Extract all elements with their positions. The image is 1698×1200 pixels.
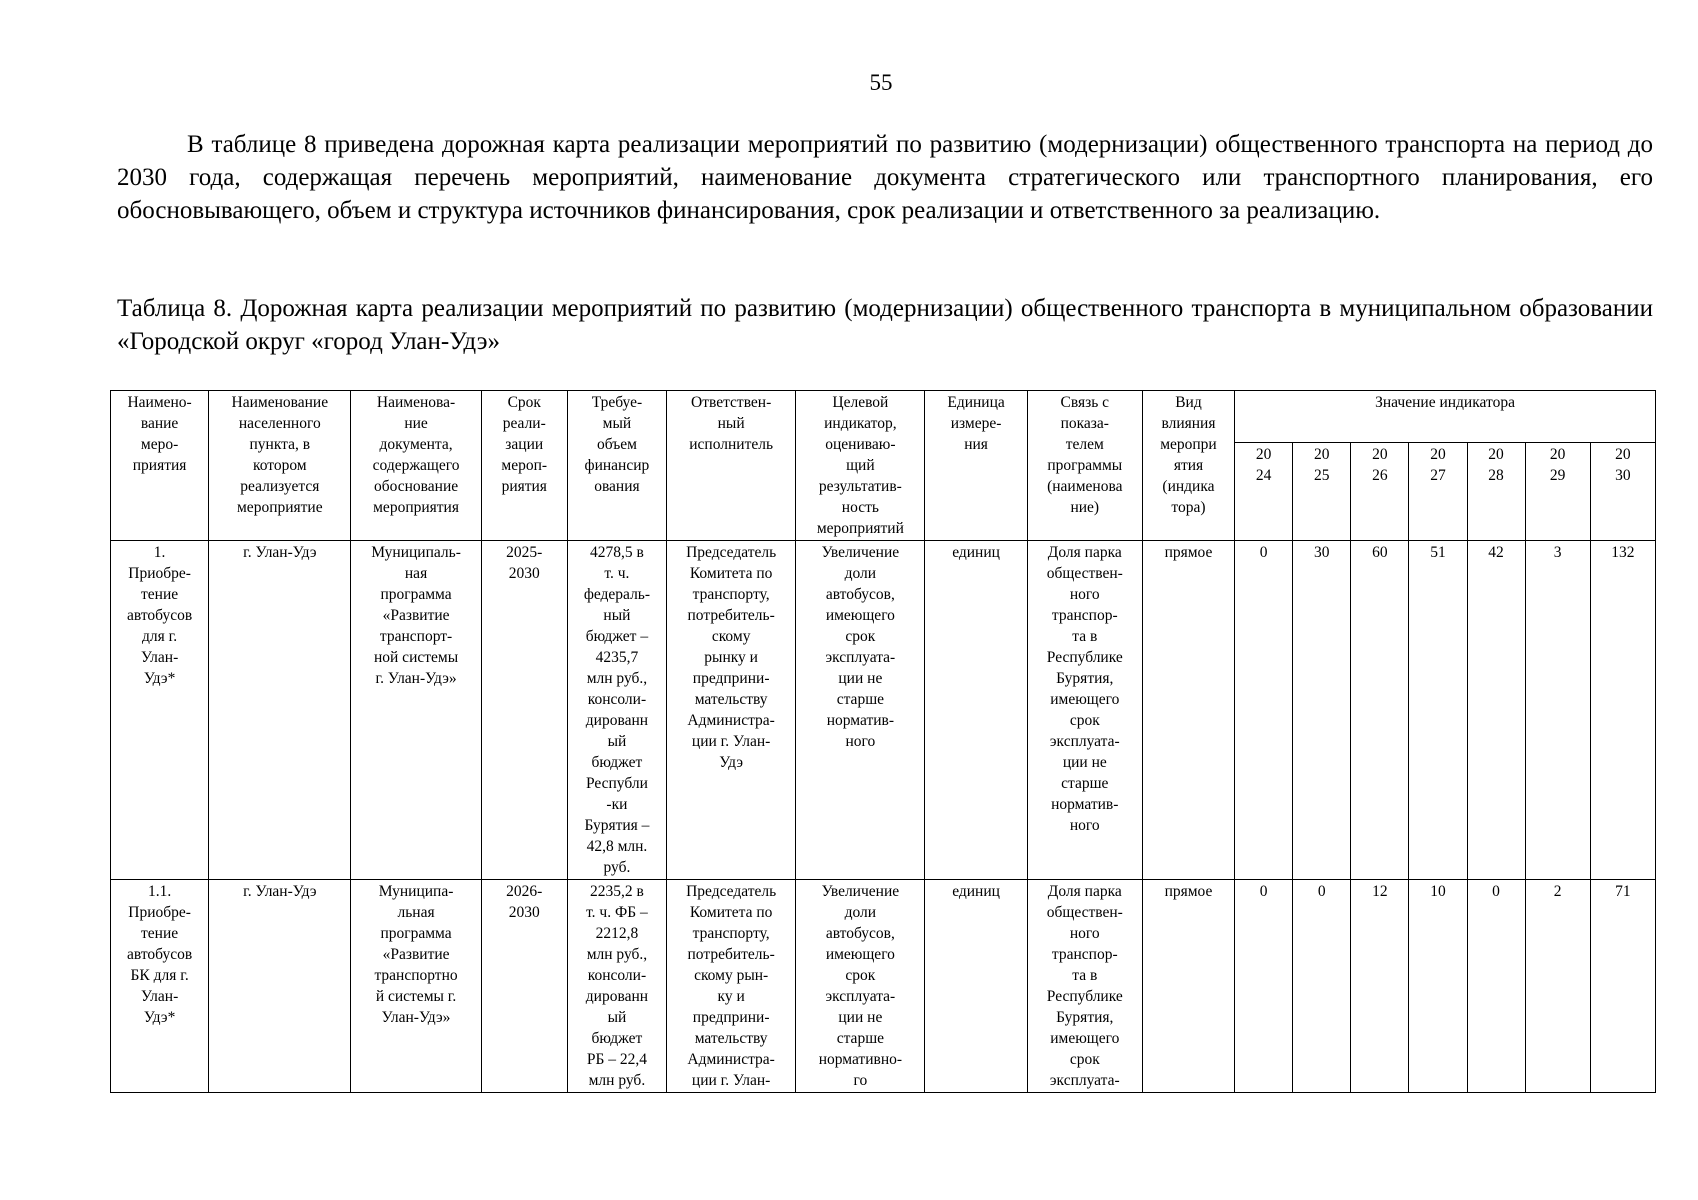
cell-responsible: Председатель Комитета по транспорту, потребитель- скому рын- ку и предприни- мательству Администра- ции г. Улан-: [667, 880, 796, 1093]
table-row: [111, 541, 1656, 880]
cell-value: 10: [1409, 880, 1467, 1093]
header-name: Наимено- вание меро- приятия: [111, 391, 209, 541]
cell-link: Доля парка обществен- ного транспор- та в Республике Бурятия, имеющего срок эксплуата-: [1027, 880, 1142, 1093]
cell-unit: единиц: [925, 541, 1027, 880]
cell-document: Муниципа- льная программа «Развитие транспортно й системы г. Улан-Удэ»: [351, 880, 481, 1093]
cell-term: 2025- 2030: [481, 541, 567, 880]
cell-funding: 4278,5 в т. ч. федераль- ный бюджет – 4235,7 млн руб., консоли- дированн ый бюджет Республи -ки Бурятия – 42,8 млн. руб.: [567, 541, 666, 880]
header-influence: Вид влияния меропри ятия (индика тора): [1142, 391, 1234, 541]
cell-value: 3: [1525, 541, 1590, 880]
header-indicator-value: Значение индикатора: [1235, 391, 1656, 443]
header-document: Наименова- ние документа, содержащего обоснование мероприятия: [351, 391, 481, 541]
cell-settlement: г. Улан-Удэ: [209, 880, 351, 1093]
cell-value: 60: [1351, 541, 1409, 880]
cell-name: 1. Приобре- тение автобусов для г. Улан- Удэ*: [111, 541, 209, 880]
roadmap-table: [110, 390, 1656, 1093]
cell-target-indicator: Увеличение доли автобусов, имеющего срок эксплуата- ции не старше нормативно- го: [796, 880, 925, 1093]
header-year: 20 30: [1590, 443, 1655, 541]
cell-value: 12: [1351, 880, 1409, 1093]
cell-unit: единиц: [925, 880, 1027, 1093]
cell-name: 1.1. Приобре- тение автобусов БК для г. Улан- Удэ*: [111, 880, 209, 1093]
cell-value: 0: [1293, 880, 1351, 1093]
intro-paragraph: В таблице 8 приведена дорожная карта реализации мероприятий по развитию (модернизации) общественного транспорта на период до 2030 года, содержащая перечень мероприятий, наименование документа стратегического или транспортного планирования, его обосновывающего, объем и структура источников финансирования, срок реализации и ответственного за реализацию.: [117, 131, 1653, 224]
cell-value: 132: [1590, 541, 1655, 880]
cell-responsible: Председатель Комитета по транспорту, потребитель- скому рынку и предприни- мательству Администра- ции г. Улан- Удэ: [667, 541, 796, 880]
header-year: 20 24: [1235, 443, 1293, 541]
cell-funding: 2235,2 в т. ч. ФБ – 2212,8 млн руб., консоли- дированн ый бюджет РБ – 22,4 млн руб.: [567, 880, 666, 1093]
header-year: 20 27: [1409, 443, 1467, 541]
cell-value: 0: [1467, 880, 1525, 1093]
header-settlement: Наименование населенного пункта, в котором реализуется мероприятие: [209, 391, 351, 541]
header-target-indicator: Целевой индикатор, оцениваю- щий результатив- ность мероприятий: [796, 391, 925, 541]
table-row: [111, 880, 1656, 1093]
page-number: 55: [869, 70, 893, 95]
cell-value: 42: [1467, 541, 1525, 880]
header-funding: Требуе- мый объем финансир ования: [567, 391, 666, 541]
cell-link: Доля парка обществен- ного транспор- та в Республике Бурятия, имеющего срок эксплуата- ции не старше норматив- ного: [1027, 541, 1142, 880]
table-header-row: [111, 391, 1656, 443]
cell-influence: прямое: [1142, 880, 1234, 1093]
header-year: 20 26: [1351, 443, 1409, 541]
header-link: Связь с показа- телем программы (наименова ние): [1027, 391, 1142, 541]
header-unit: Единица измере- ния: [925, 391, 1027, 541]
cell-document: Муниципаль- ная программа «Развитие транспорт- ной системы г. Улан-Удэ»: [351, 541, 481, 880]
header-term: Срок реали- зации мероп- риятия: [481, 391, 567, 541]
cell-term: 2026- 2030: [481, 880, 567, 1093]
cell-value: 30: [1293, 541, 1351, 880]
header-year: 20 25: [1293, 443, 1351, 541]
header-year: 20 29: [1525, 443, 1590, 541]
cell-influence: прямое: [1142, 541, 1234, 880]
cell-value: 2: [1525, 880, 1590, 1093]
header-year: 20 28: [1467, 443, 1525, 541]
cell-target-indicator: Увеличение доли автобусов, имеющего срок эксплуата- ции не старше норматив- ного: [796, 541, 925, 880]
cell-value: 0: [1235, 880, 1293, 1093]
table-caption: Таблица 8. Дорожная карта реализации мероприятий по развитию (модернизации) общественного транспорта в муниципальном образовании «Городской округ «город Улан-Удэ»: [117, 295, 1653, 355]
cell-value: 71: [1590, 880, 1655, 1093]
header-responsible: Ответствен- ный исполнитель: [667, 391, 796, 541]
cell-value: 0: [1235, 541, 1293, 880]
cell-value: 51: [1409, 541, 1467, 880]
cell-settlement: г. Улан-Удэ: [209, 541, 351, 880]
